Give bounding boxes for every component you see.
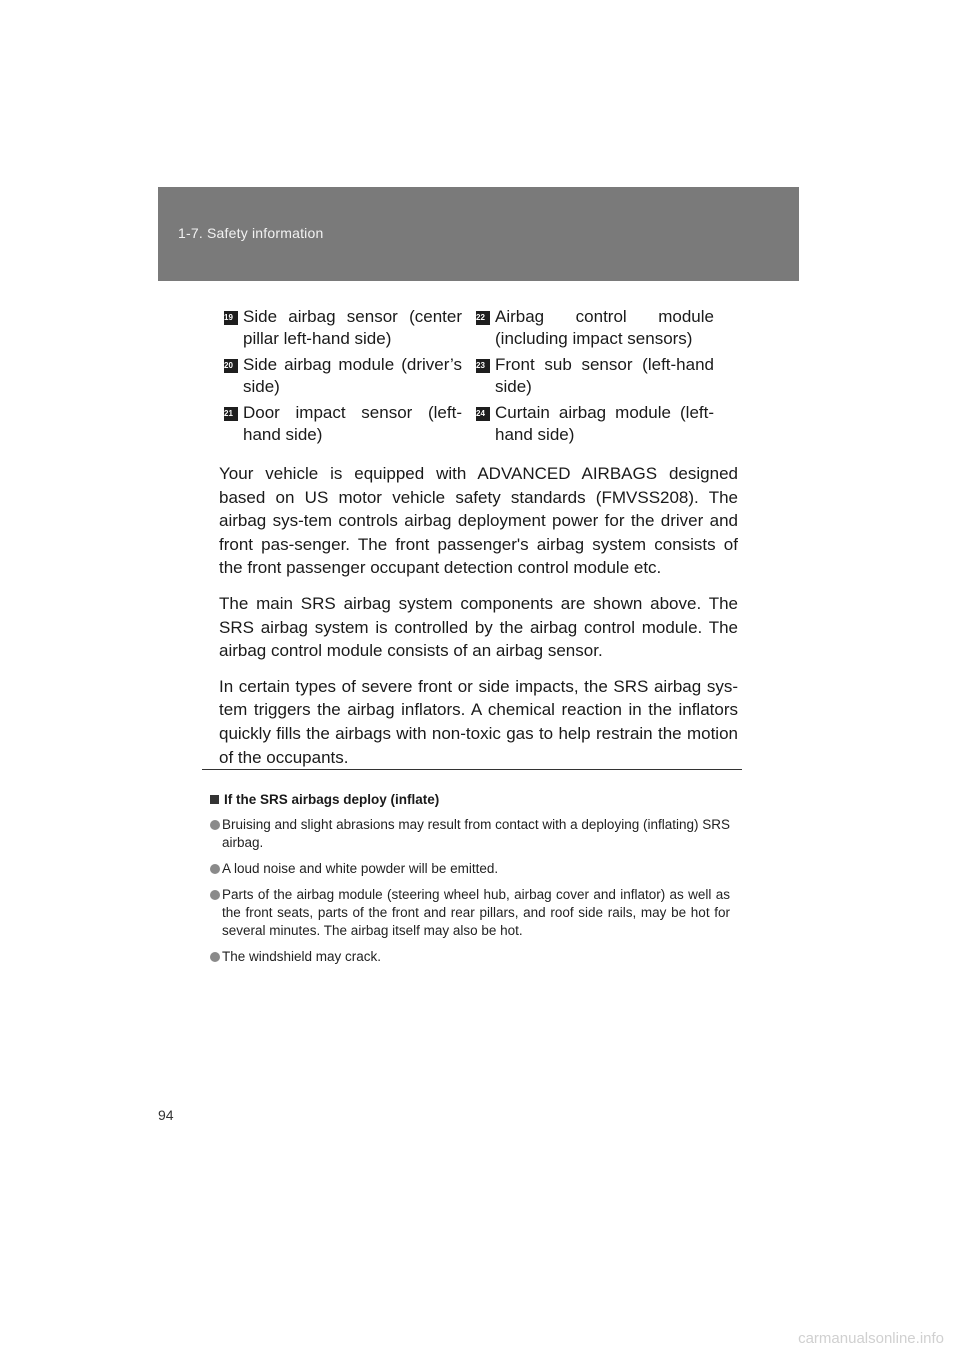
note-item-text: Bruising and slight abrasions may result from contact with a deploying (inflating) SRS airbag.	[222, 817, 730, 850]
circle-bullet-icon	[210, 952, 220, 962]
legend-item-text: Curtain airbag module (left-hand side)	[495, 403, 714, 444]
body-paragraph: Your vehicle is equipped with ADVANCED AIRBAGS designed based on US motor vehicle safety standards (FMVSS208). The airbag sys-tem controls airbag deployment power for the driver and front pas-senger. The front passenger's airbag system consists of the front passenger occupant detection control module etc.	[219, 464, 738, 578]
circle-bullet-icon	[210, 890, 220, 900]
note-item	[210, 886, 730, 940]
note-item	[210, 948, 730, 966]
page-number: 94	[158, 1107, 174, 1123]
number-22-icon: 22	[476, 311, 490, 325]
legend-item	[476, 306, 714, 350]
number-21-icon: 21	[224, 407, 238, 421]
watermark: carmanualsonline.info	[798, 1330, 944, 1347]
section-header	[158, 187, 799, 281]
section-title: 1-7. Safety information	[178, 225, 324, 241]
legend-column-right	[476, 306, 714, 450]
note-item	[210, 860, 730, 878]
number-19-icon: 19	[224, 311, 238, 325]
note-heading	[210, 790, 730, 810]
square-bullet-icon	[210, 795, 219, 804]
body-paragraph: The main SRS airbag system components are shown above. The SRS airbag system is controlled by the airbag control module. The airbag control module consists of an airbag sensor.	[219, 593, 738, 661]
legend-item	[476, 354, 714, 398]
legend-item-text: Front sub sensor (left-hand side)	[495, 355, 714, 396]
legend-item	[476, 402, 714, 446]
legend-column-left	[224, 306, 462, 450]
section-divider	[202, 769, 742, 770]
legend-item	[224, 402, 462, 446]
number-24-icon: 24	[476, 407, 490, 421]
number-20-icon: 20	[224, 359, 238, 373]
legend-item-text: Side airbag module (driver’s side)	[243, 355, 462, 396]
legend-item-text: Door impact sensor (left-hand side)	[243, 403, 462, 444]
legend-item	[224, 306, 462, 350]
body-paragraph: In certain types of severe front or side impacts, the SRS airbag sys-tem triggers the airbag inflators. A chemical reaction in the inflators quickly fills the airbags with non-toxic gas to help restrain the motion of the occupants.	[219, 676, 738, 767]
note-item-text: Parts of the airbag module (steering wheel hub, airbag cover and inflator) as well as the front seats, parts of the front and rear pillars, and roof side rails, may be hot for several minutes. The airbag itself may also be hot.	[222, 887, 730, 938]
note-item-text: The windshield may crack.	[222, 949, 382, 964]
note-heading-text: If the SRS airbags deploy (inflate)	[224, 792, 440, 807]
circle-bullet-icon	[210, 820, 220, 830]
legend-item-text: Side airbag sensor (center pillar left-hand side)	[243, 307, 462, 348]
legend-item-text: Airbag control module (including impact sensors)	[495, 307, 714, 348]
circle-bullet-icon	[210, 864, 220, 874]
legend-item	[224, 354, 462, 398]
number-23-icon: 23	[476, 359, 490, 373]
body-text	[219, 462, 738, 781]
note-item	[210, 816, 730, 852]
notes-section	[210, 790, 730, 974]
note-item-text: A loud noise and white powder will be emitted.	[222, 861, 499, 876]
